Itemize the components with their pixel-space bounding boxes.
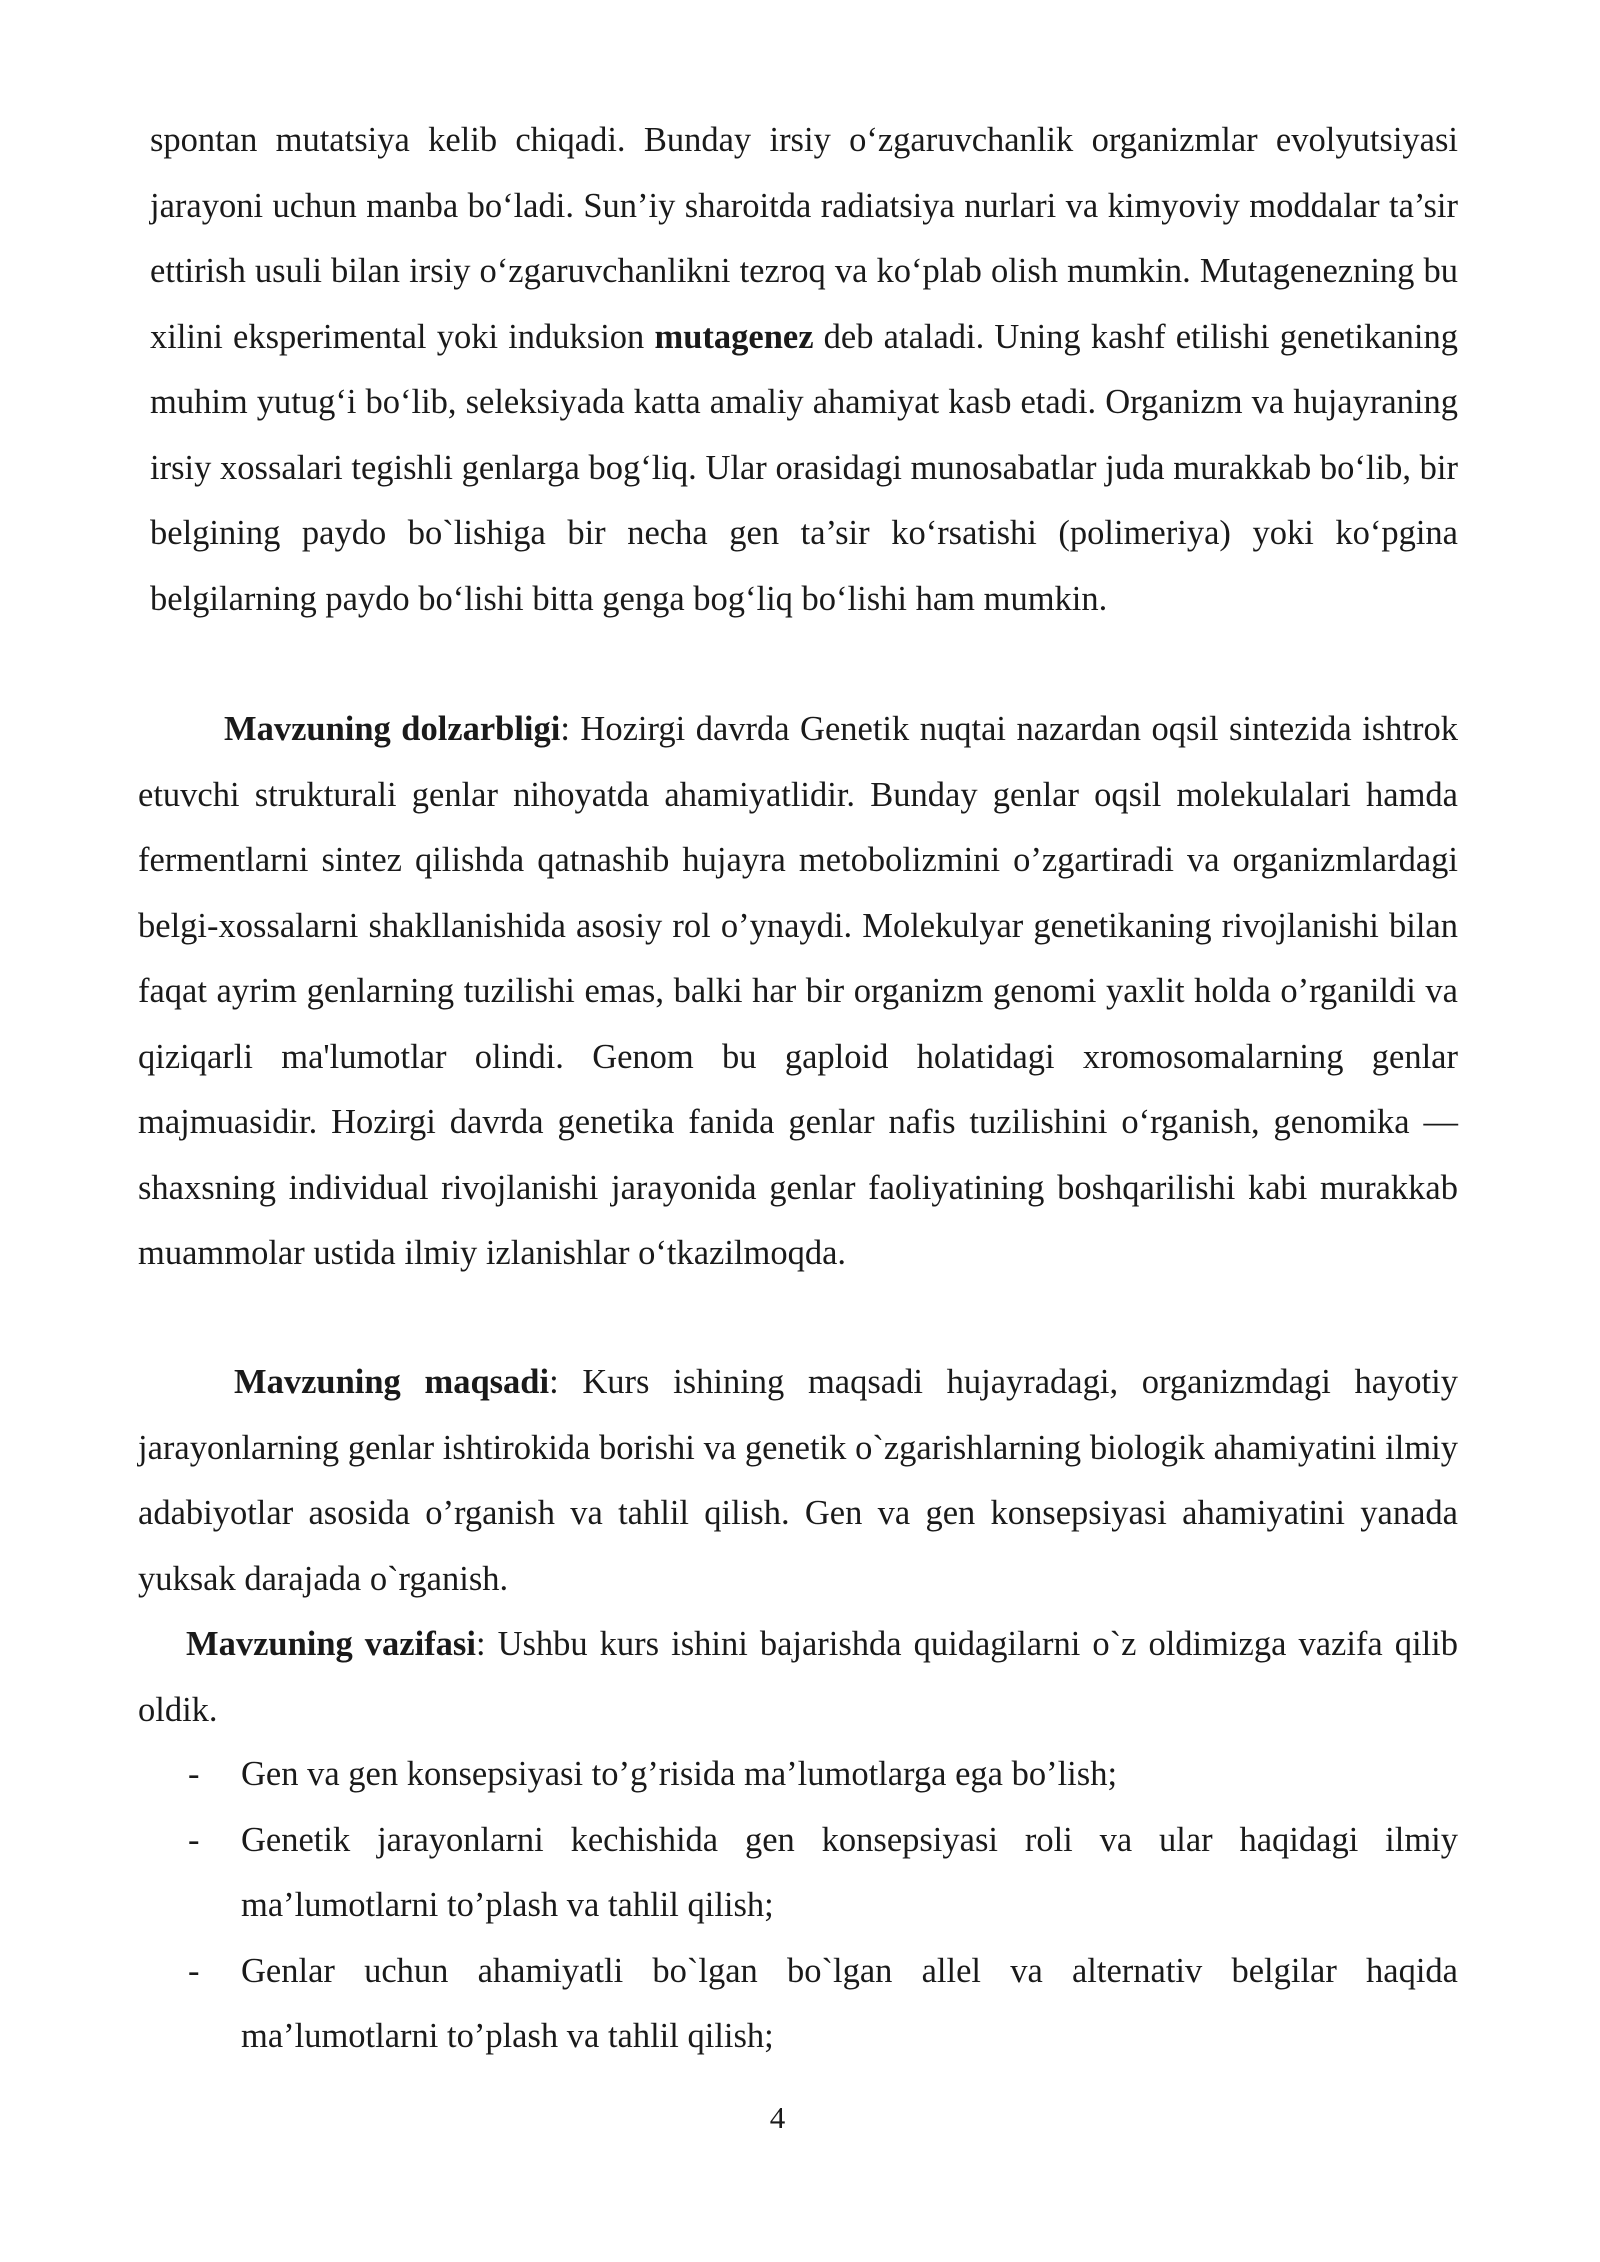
page-number: 4 — [769, 2100, 786, 2135]
section-goal — [138, 1350, 1458, 1612]
section-goal-body: : Kurs ishining maqsadi hujayradagi, organizmdagi hayotiy jarayonlarning genlar ishtirokida borishi va genetik o`zgarishlarning biologik ahamiyatini ilmiy adabiyotlar asosida o’rganish va tahlil qilish. Gen va gen konsepsiyasi ahamiyatini yanada yuksak darajada o`rganish. — [138, 1363, 1458, 1598]
section-tasks — [138, 1612, 1458, 1743]
paragraph-intro — [150, 108, 1458, 632]
list-item — [138, 1742, 1458, 1808]
section-relevance-text — [138, 697, 1458, 1287]
intro-text-after: deb ataladi. Uning kashf etilishi genetikaning muhim yutug‘i bo‘lib, seleksiyada katta amaliy ahamiyat kasb etadi. Organizm va hujayraning irsiy xossalari tegishli genlarga bog‘liq. Ular orasidagi munosabatlar juda murakkab bo‘lib, bir belgining paydo bo`lishiga bir necha gen ta’sir ko‘rsatishi (polimeriya) yoki ko‘pgina belgilarning paydo bo‘lishi bitta genga bog‘liq bo‘lishi ham mumkin. — [150, 317, 1459, 618]
list-item-text: Gen va gen konsepsiyasi to’g’risida ma’lumotlarga ega bo’lish; — [241, 1755, 1118, 1793]
term-mutagenez: mutagenez — [654, 317, 814, 356]
intro-text-before: spontan mutatsiya kelib chiqadi. Bunday irsiy o‘zgaruvchanlik organizmlar evolyutsiyasi jarayoni uchun manba bo‘ladi. Sun’iy sharoitda radiatsiya nurlari va kimyoviy moddalar ta’sir ettirish usuli bilan irsiy o‘zgaruvchanlikni tezroq va ko‘plab olish mumkin. Mutagenezning bu xilini eksperimental yoki induksion — [150, 121, 1458, 356]
section-relevance-body: : Hozirgi davrda Genetik nuqtai nazardan oqsil sintezida ishtrok etuvchi strukturali genlar nihoyatda ahamiyatlidir. Bunday genlar oqsil molekulalari hamda fermentlarni sintez qilishda qatnashib hujayra metobolizmini o’zgartiradi va organizmlardagi belgi-xossalarni shakllanishida asosiy rol o’ynaydi. Molekulyar genetikaning rivojlanishi bilan faqat ayrim genlarning tuzilishi emas, balki har bir organizm genomi yaxlit holda o’rganildi va qiziqarli ma'lumotlar olindi. Genom bu gaploid holatidagi xromosomalarning genlar majmuasidir. Hozirgi davrda genetika fanida genlar nafis tuzilishini o‘rganish, genomika — shaxsning individual rivojlanishi jarayonida genlar faoliyatining boshqarilishi kabi murakkab muammolar ustida ilmiy izlanishlar o‘tkazilmoqda. — [138, 710, 1458, 1272]
task-list — [138, 1742, 1458, 2070]
list-bullet: - — [188, 1755, 200, 1793]
list-item-text: Genlar uchun ahamiyatli bo`lgan bo`lgan allel va alternativ belgilar haqida ma’lumotlarni to’plash va tahlil qilish; — [241, 1951, 1458, 2055]
section-tasks-body: : Ushbu kurs ishini bajarishda quidagilarni o`z oldimizga vazifa qilib oldik. — [138, 1625, 1458, 1729]
list-item-text: Genetik jarayonlarni kechishida gen konsepsiyasi roli va ular haqidagi ilmiy ma’lumotlarni to’plash va tahlil qilish; — [241, 1820, 1458, 1924]
section-relevance — [138, 697, 1458, 1287]
section-goal-text — [138, 1350, 1458, 1612]
section-tasks-text — [138, 1612, 1458, 1743]
list-item — [138, 1808, 1458, 1939]
list-bullet: - — [188, 1951, 200, 1990]
list-item — [138, 1939, 1458, 2070]
section-goal-heading: Mavzuning maqsadi — [234, 1363, 550, 1401]
paragraph-intro-text — [150, 108, 1458, 632]
section-tasks-heading: Mavzuning vazifasi — [186, 1625, 476, 1663]
section-relevance-heading: Mavzuning dolzarbligi — [224, 710, 561, 748]
list-bullet: - — [188, 1820, 200, 1859]
